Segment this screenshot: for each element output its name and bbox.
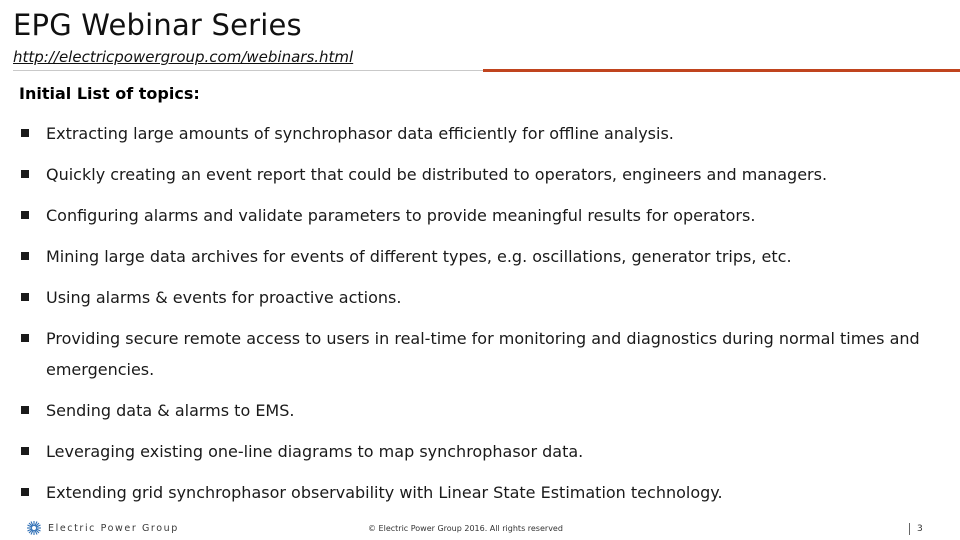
- logo-wordmark: Electric Power Group: [48, 522, 179, 534]
- list-item: [19, 323, 949, 385]
- topic-text: Leveraging existing one-line diagrams to map synchrophasor data.: [46, 442, 584, 461]
- starburst-logo-icon: [26, 520, 42, 536]
- square-bullet-icon: [21, 334, 29, 342]
- topic-text: Extracting large amounts of synchrophasor data efficiently for offline analysis.: [46, 124, 674, 143]
- topic-text: Mining large data archives for events of different types, e.g. oscillations, generator trips, etc.: [46, 247, 792, 266]
- list-item: [19, 395, 949, 426]
- header-divider-grey: [13, 70, 483, 71]
- list-item: [19, 282, 949, 313]
- webinars-link[interactable]: http://electricpowergroup.com/webinars.html: [13, 48, 354, 66]
- company-logo: [26, 520, 179, 536]
- square-bullet-icon: [21, 406, 29, 414]
- topic-text: Configuring alarms and validate parameters to provide meaningful results for operators.: [46, 206, 756, 225]
- list-item: [19, 477, 949, 508]
- list-item: [19, 159, 949, 190]
- list-item: [19, 436, 949, 467]
- topic-text: Extending grid synchrophasor observability with Linear State Estimation technology.: [46, 483, 723, 502]
- square-bullet-icon: [21, 293, 29, 301]
- square-bullet-icon: [21, 129, 29, 137]
- square-bullet-icon: [21, 252, 29, 260]
- slide-title: EPG Webinar Series: [13, 8, 302, 42]
- topic-list: [19, 118, 949, 518]
- square-bullet-icon: [21, 170, 29, 178]
- topic-text: Quickly creating an event report that could be distributed to operators, engineers and managers.: [46, 165, 828, 184]
- copyright-text: © Electric Power Group 2016. All rights reserved: [368, 524, 563, 533]
- topics-heading: Initial List of topics:: [19, 84, 200, 103]
- list-item: [19, 118, 949, 149]
- topic-text: Providing secure remote access to users in real-time for monitoring and diagnostics during normal times and emergencies.: [46, 329, 920, 379]
- header-divider-accent: [483, 69, 960, 72]
- page-number: 3: [909, 523, 923, 535]
- square-bullet-icon: [21, 211, 29, 219]
- topic-text: Sending data & alarms to EMS.: [46, 401, 295, 420]
- topic-text: Using alarms & events for proactive actions.: [46, 288, 402, 307]
- square-bullet-icon: [21, 447, 29, 455]
- square-bullet-icon: [21, 488, 29, 496]
- list-item: [19, 241, 949, 272]
- list-item: [19, 200, 949, 231]
